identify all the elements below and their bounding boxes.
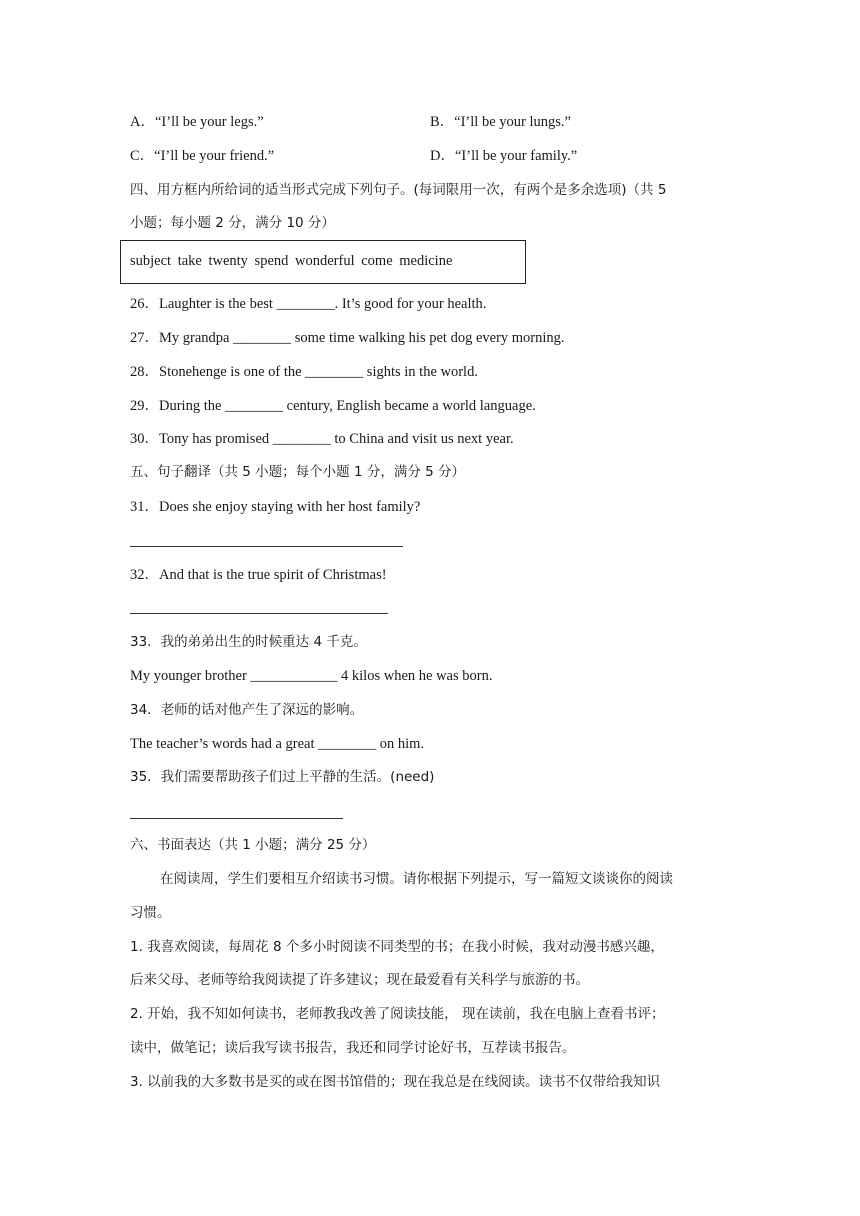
option-d: D．“I’ll be your family.” <box>430 148 578 164</box>
section4-heading-cont: 小题；每小题 2 分，满分 10 分） <box>130 215 335 231</box>
question-35: 35．我们需要帮助孩子们过上平静的生活。(need) <box>130 769 435 785</box>
question-32: 32．And that is the true spirit of Christmas! <box>130 567 387 583</box>
section5-heading: 五、句子翻译（共 5 小题；每个小题 1 分，满分 5 分） <box>130 464 466 480</box>
section6-heading: 六、书面表达（共 1 小题；满分 25 分） <box>130 837 376 853</box>
question-29: 29．During the ________ century, English became a world language. <box>130 398 536 414</box>
option-c: C．“I’ll be your friend.” <box>130 148 275 164</box>
question-28: 28．Stonehenge is one of the ________ sights in the world. <box>130 364 478 380</box>
writing-prompt-intro: 在阅读周，学生们要相互介绍读书习惯。请你根据下列提示，写一篇短文谈谈你的阅读 <box>160 871 673 887</box>
question-31: 31．Does she enjoy staying with her host family? <box>130 499 421 515</box>
option-a: A．“I’ll be your legs.” <box>130 114 264 130</box>
question-34: 34．老师的话对他产生了深远的影响。 <box>130 702 364 718</box>
question-33-sentence: My younger brother ____________ 4 kilos when he was born. <box>130 668 493 684</box>
writing-point-3: 3. 以前我的大多数书是买的或在图书馆借的；现在我总是在线阅读。读书不仅带给我知识 <box>130 1074 661 1090</box>
writing-point-1: 1. 我喜欢阅读，每周花 8 个多小时阅读不同类型的书；在我小时候，我对动漫书感兴趣， <box>130 939 664 955</box>
writing-point-2-cont: 读中，做笔记；读后我写读书报告，我还和同学讨论好书，互荐读书报告。 <box>130 1040 576 1056</box>
answer-line-32[interactable] <box>130 613 388 614</box>
writing-point-2: 2. 开始，我不知如何读书，老师教我改善了阅读技能， 现在读前，我在电脑上查看书评； <box>130 1006 665 1022</box>
question-34-sentence: The teacher’s words had a great ________ on him. <box>130 736 425 752</box>
question-26: 26．Laughter is the best ________. It’s good for your health. <box>130 296 487 312</box>
question-33: 33．我的弟弟出生的时候重达 4 千克。 <box>130 634 367 650</box>
answer-line-31[interactable] <box>130 546 403 547</box>
question-27: 27．My grandpa ________ some time walking his pet dog every morning. <box>130 330 565 346</box>
answer-line-35[interactable] <box>130 818 343 819</box>
writing-point-1-cont: 后来父母、老师等给我阅读提了许多建议；现在最爱看有关科学与旅游的书。 <box>130 972 589 988</box>
word-box <box>120 240 526 284</box>
question-30: 30．Tony has promised ________ to China and visit us next year. <box>130 431 514 447</box>
section4-heading: 四、用方框内所给词的适当形式完成下列句子。(每词限用一次，有两个是多余选项)（共 5 <box>130 182 667 198</box>
word-box-words: subject take twenty spend wonderful come medicine <box>130 253 453 269</box>
writing-prompt-intro-cont: 习惯。 <box>130 905 171 921</box>
option-b: B．“I’ll be your lungs.” <box>430 114 571 130</box>
